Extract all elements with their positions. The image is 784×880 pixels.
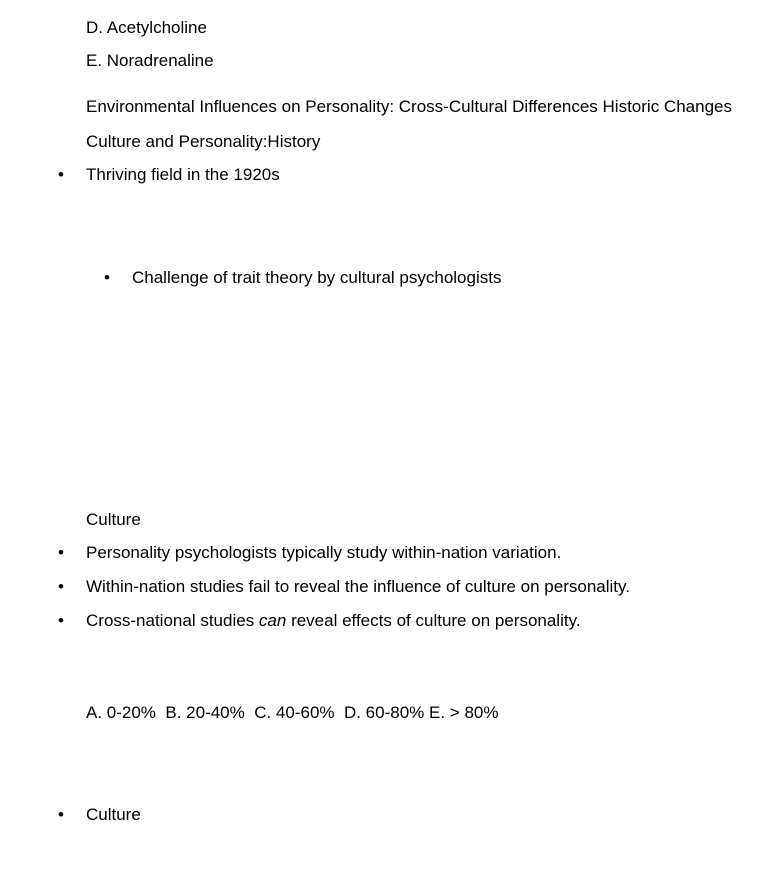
option-e: E. Noradrenaline [86, 51, 214, 70]
bullet-item-culture-2: Within-nation studies fail to reveal the influence of culture on personality. [86, 577, 630, 596]
subtitle-history: Culture and Personality:History [86, 132, 321, 151]
bullet-marker: • [58, 577, 64, 596]
bullet-item-culture-3-emphasis: can [258, 611, 287, 630]
bullet-item-culture-1: Personality psychologists typically study within-nation variation. [86, 543, 562, 562]
section-title: Environmental Influences on Personality: Cross-Cultural Differences Historic Changes [86, 97, 732, 116]
bullet-marker: • [58, 543, 64, 562]
bullet-marker: • [58, 165, 64, 184]
bullet-item-culture-3-before: Cross-national studies [86, 611, 259, 630]
option-d: D. Acetylcholine [86, 18, 207, 37]
bullet-item-culture-3-after: reveal effects of culture on personality. [286, 611, 581, 630]
answer-choices: A. 0-20% B. 20-40% C. 40-60% D. 60-80% E. > 80% [86, 703, 499, 722]
sub-bullet-marker: • [104, 268, 110, 287]
bullet-marker: • [58, 611, 64, 630]
subtitle-culture: Culture [86, 510, 141, 529]
bullet-item-culture-3 [86, 611, 581, 631]
sub-bullet-item-history-1: Challenge of trait theory by cultural psychologists [132, 268, 502, 287]
bullet-marker: • [58, 805, 64, 824]
bullet-item-history-1: Thriving field in the 1920s [86, 165, 280, 184]
bullet-item-final-1: Culture [86, 805, 141, 824]
